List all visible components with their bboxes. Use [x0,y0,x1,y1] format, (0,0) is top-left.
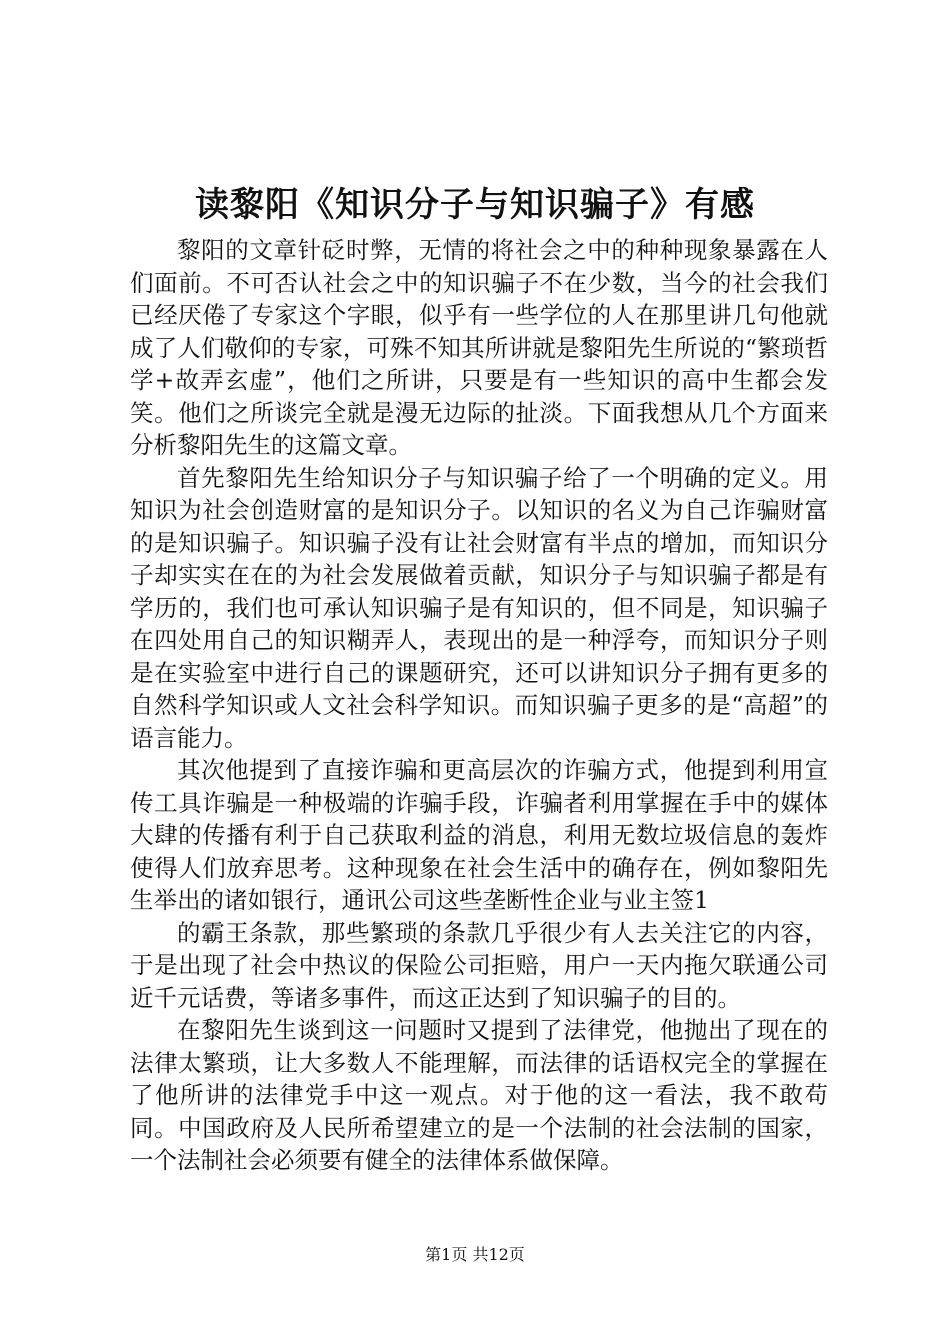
paragraph: 首先黎阳先生给知识分子与知识骗子给了一个明确的定义。用知识为社会创造财富的是知识分子。以知识的名义为自己诈骗财富的是知识骗子。知识骗子没有让社会财富有半点的增加，而知识分子却实实在在的为社会发展做着贡献，知识分子与知识骗子都是有学历的，我们也可承认知识骗子是有知识的，但不同是，知识骗子在四处用自己的知识糊弄人，表现出的是一种浮夸，而知识分子则是在实验室中进行自己的课题研究，还可以讲知识分子拥有更多的自然科学知识或人文社会科学知识。而知识骗子更多的是“高超”的语言能力。 [130,463,828,752]
paragraph: 其次他提到了直接诈骗和更高层次的诈骗方式，他提到利用宣传工具诈骗是一种极端的诈骗手段，诈骗者利用掌握在手中的媒体大肆的传播有利于自己获取利益的消息，利用无数垃圾信息的轰炸使得人们放弃思考。这种现象在社会生活中的确存在，例如黎阳先生举出的诸如银行，通讯公司这些垄断性企业与业主签1 [130,756,828,914]
document-title: 读黎阳《知识分子与知识骗子》有感 [195,185,755,225]
paragraph: 在黎阳先生谈到这一问题时又提到了法律党，他抛出了现在的法律太繁琐，让大多数人不能理解，而法律的话语权完全的掌握在了他所讲的法律党手中这一观点。对于他的这一看法，我不敢苟同。中国政府及人民所希望建立的是一个法制的社会法制的国家，一个法制社会必须要有健全的法律体系做保障。 [130,1016,828,1174]
paragraph: 黎阳的文章针砭时弊，无情的将社会之中的种种现象暴露在人们面前。不可否认社会之中的知识骗子不在少数，当今的社会我们已经厌倦了专家这个字眼，似乎有一些学位的人在那里讲几句他就成了人们敬仰的专家，可殊不知其所讲就是黎阳先生所说的“繁琐哲学+故弄玄虚”，他们之所讲，只要是有一些知识的高中生都会发笑。他们之所谈完全就是漫无边际的扯淡。下面我想从几个方面来分析黎阳先生的这篇文章。 [130,236,828,459]
page-footer: 第1页 共12页 [425,1245,525,1264]
document-body [130,234,828,1177]
paragraph: 的霸王条款，那些繁琐的条款几乎很少有人去关注它的内容，于是出现了社会中热议的保险公司拒赔，用户一天内拖欠联通公司近千元话费，等诸多事件，而这正达到了知识骗子的目的。 [130,918,828,1012]
